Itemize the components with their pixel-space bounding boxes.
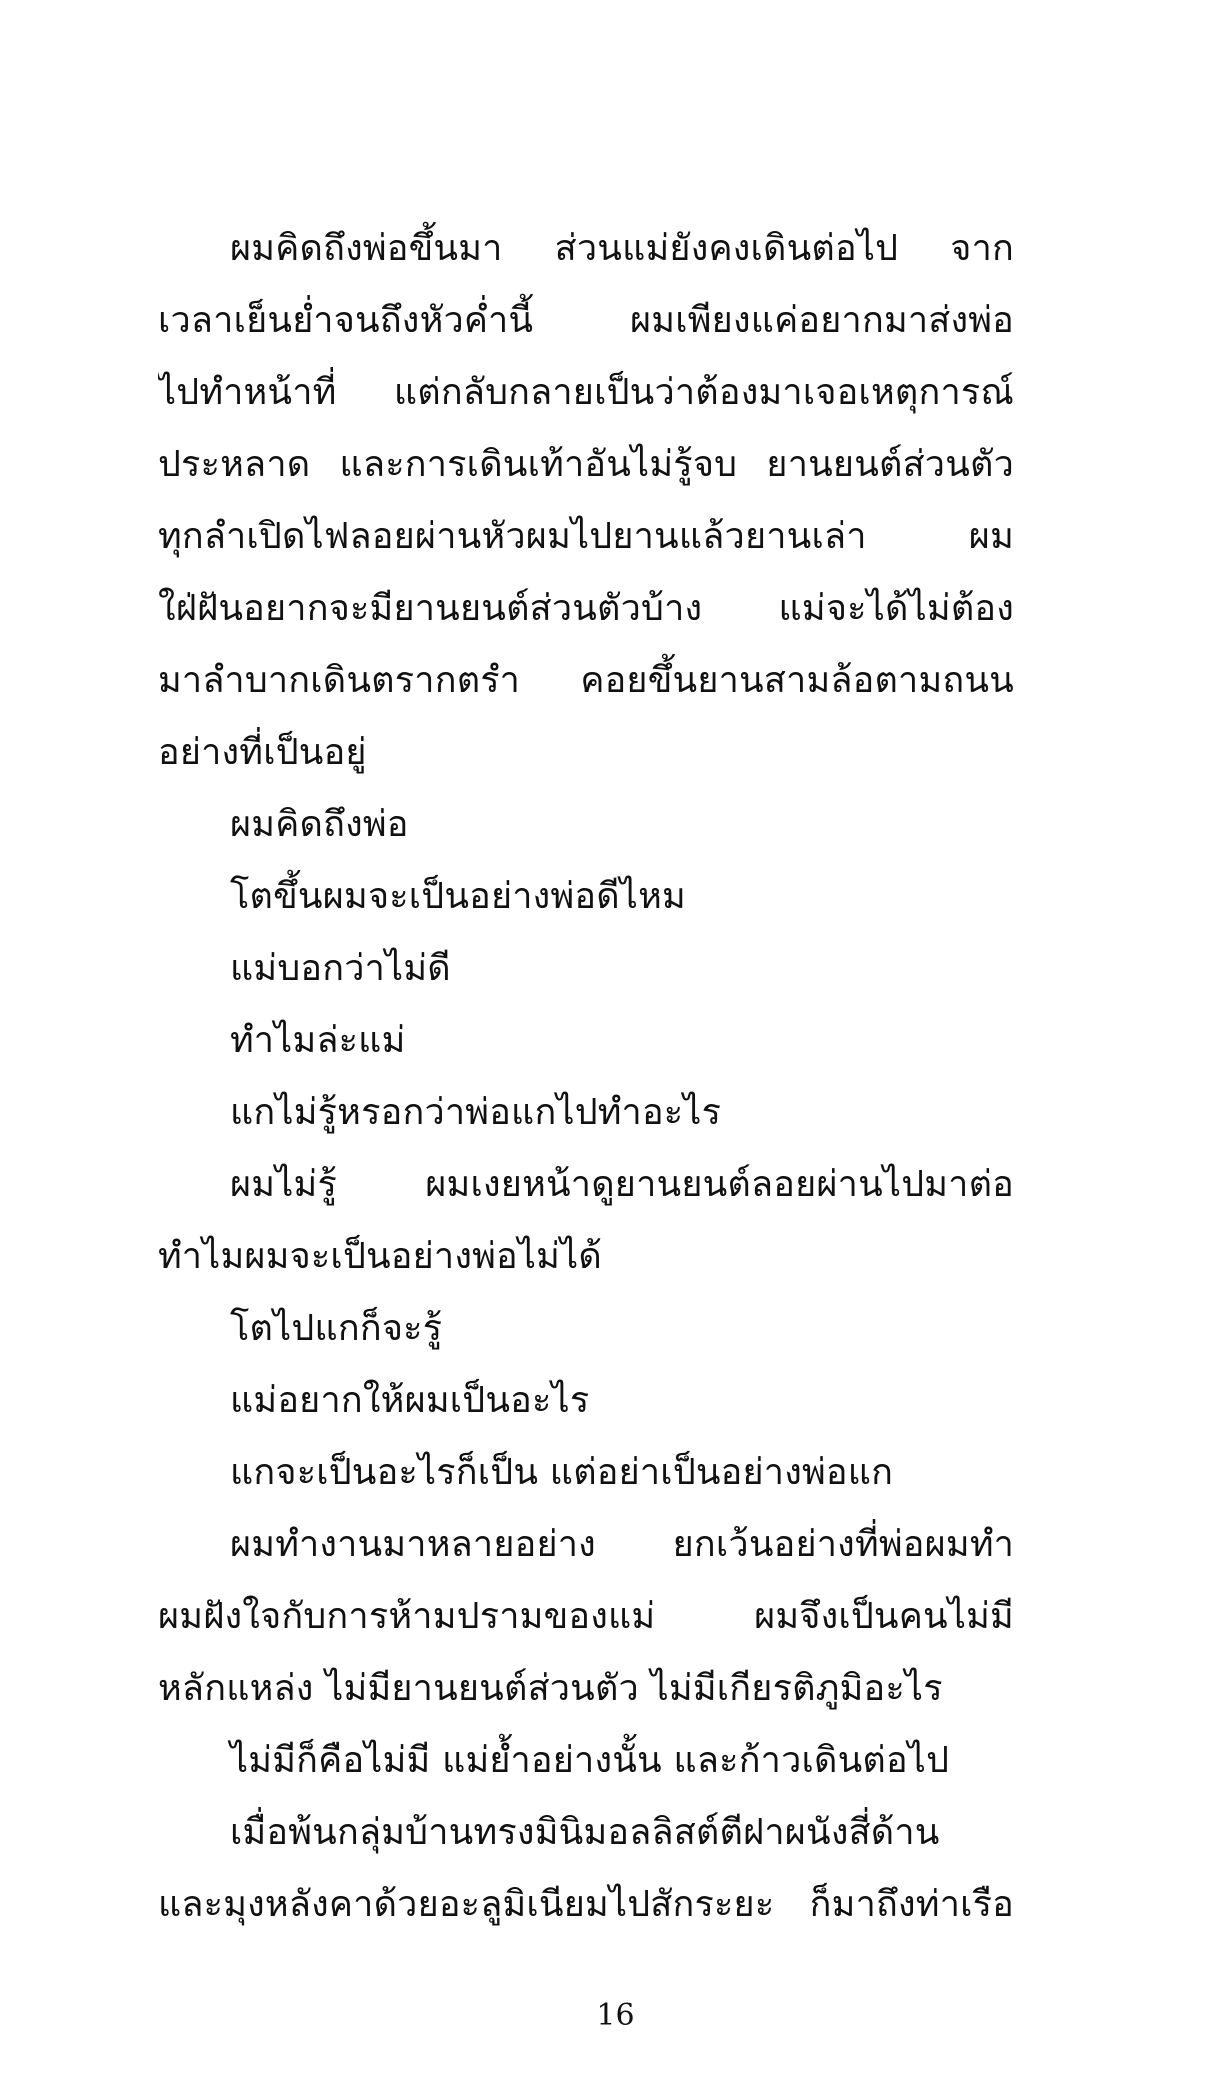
text-line: มาลำบากเดินตรากตรำ คอยขึ้นยานสามล้อตามถนน bbox=[158, 660, 1014, 701]
text-line: ไปทำหน้าที่ แต่กลับกลายเป็นว่าต้องมาเจอเหตุการณ์ bbox=[158, 372, 1014, 413]
text-line: โตไปแกก็จะรู้ bbox=[230, 1308, 443, 1349]
text-line: ทุกลำเปิดไฟลอยผ่านหัวผมไปยานแล้วยานเล่า ผม bbox=[158, 516, 1014, 557]
text-line: หลักแหล่ง ไม่มียานยนต์ส่วนตัว ไม่มีเกียรติภูมิอะไร bbox=[158, 1668, 943, 1709]
page-number: 16 bbox=[596, 1998, 635, 2033]
text-line: แกไม่รู้หรอกว่าพ่อแกไปทำอะไร bbox=[230, 1092, 722, 1133]
text-line: ผมคิดถึงพ่อขึ้นมา ส่วนแม่ยังคงเดินต่อไป จาก bbox=[230, 228, 1014, 269]
text-line: ประหลาด และการเดินเท้าอันไม่รู้จบ ยานยนต์ส่วนตัว bbox=[158, 444, 1014, 485]
text-line: แกจะเป็นอะไรก็เป็น แต่อย่าเป็นอย่างพ่อแก bbox=[230, 1452, 894, 1493]
text-line: ใฝ่ฝันอยากจะมียานยนต์ส่วนตัวบ้าง แม่จะได้ไม่ต้อง bbox=[158, 588, 1014, 629]
text-line: เวลาเย็นย่ำจนถึงหัวค่ำนี้ ผมเพียงแค่อยากมาส่งพ่อ bbox=[158, 300, 1014, 341]
text-line: และมุงหลังคาด้วยอะลูมิเนียมไปสักระยะ ก็มาถึงท่าเรือ bbox=[158, 1884, 1014, 1925]
text-line: ผมทำงานมาหลายอย่าง ยกเว้นอย่างที่พ่อผมทำ bbox=[230, 1524, 1014, 1565]
text-line: อย่างที่เป็นอยู่ bbox=[158, 732, 367, 773]
text-line: แม่อยากให้ผมเป็นอะไร bbox=[230, 1380, 590, 1421]
text-line: ผมฝังใจกับการห้ามปรามของแม่ ผมจึงเป็นคนไม่มี bbox=[158, 1596, 1014, 1637]
text-line: โตขึ้นผมจะเป็นอย่างพ่อดีไหม bbox=[230, 876, 686, 917]
text-line: แม่บอกว่าไม่ดี bbox=[230, 948, 451, 989]
text-line: ทำไมผมจะเป็นอย่างพ่อไม่ได้ bbox=[158, 1236, 602, 1277]
text-line: เมื่อพ้นกลุ่มบ้านทรงมินิมอลลิสต์ตีฝาผนังสี่ด้าน bbox=[230, 1812, 940, 1853]
text-line: ไม่มีก็คือไม่มี แม่ย้ำอย่างนั้น และก้าวเดินต่อไป bbox=[230, 1740, 950, 1781]
body-text bbox=[158, 213, 1014, 1941]
text-line: ผมคิดถึงพ่อ bbox=[230, 804, 409, 845]
text-line: ผมไม่รู้ ผมเงยหน้าดูยานยนต์ลอยผ่านไปมาต่อ bbox=[230, 1164, 1014, 1205]
text-line: ทำไมล่ะแม่ bbox=[230, 1020, 406, 1061]
